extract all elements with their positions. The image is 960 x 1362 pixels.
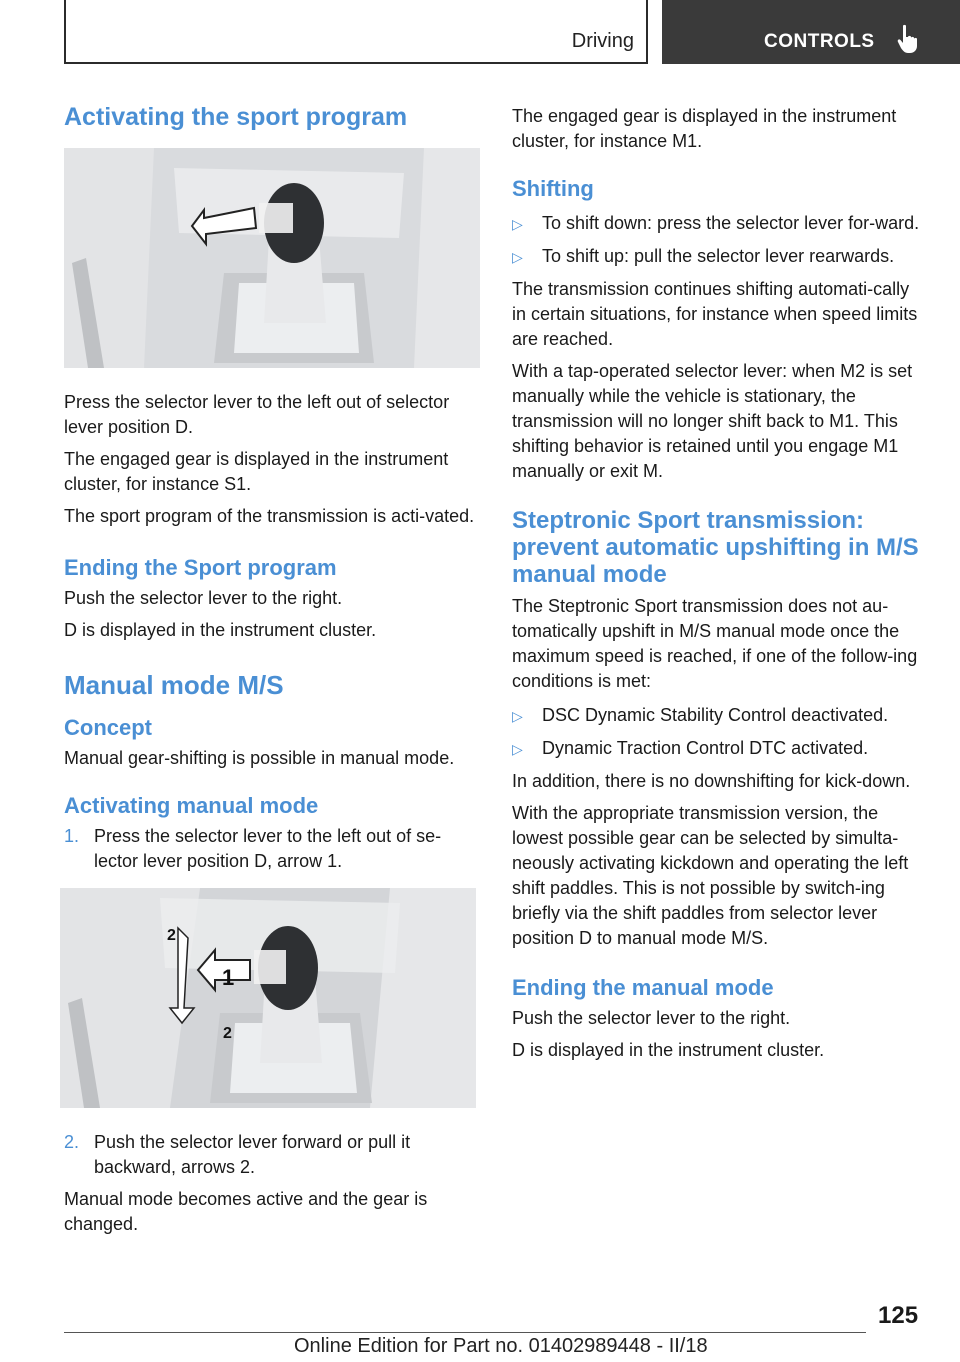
- para-sport-1: Press the selector lever to the left out of selector lever position D.: [64, 392, 450, 437]
- heading-manual-mode: Manual mode M/S: [64, 670, 284, 700]
- header-chapter-title: CONTROLS: [764, 31, 875, 52]
- heading-activating-sport: Activating the sport program: [64, 103, 408, 131]
- triangle-bullet-icon: ▷: [512, 216, 523, 232]
- para-kickdown: In addition, there is no downshifting for kick-down.: [512, 771, 911, 791]
- para-endm-2: D is displayed in the instrument cluster.: [512, 1040, 825, 1060]
- figure-label-2b: 2: [223, 1025, 232, 1042]
- heading-concept: Concept: [64, 715, 152, 740]
- header-section-title: Driving: [571, 30, 634, 52]
- list-item-text: To shift up: pull the selector lever rearwards.: [542, 246, 895, 266]
- triangle-bullet-icon: ▷: [512, 249, 523, 265]
- para-tap: With a tap-operated selector lever: when M2 is set manually while the vehicle is stationary, the transmission will no longer shift back to M1. This shifting behavior is retained until you engage M1 manually or exit M.: [512, 361, 913, 481]
- list-item: [512, 736, 926, 762]
- header-chapter-box: [662, 0, 960, 64]
- right-column: [512, 104, 926, 1070]
- para-end-2: D is displayed in the instrument cluster.: [64, 620, 377, 640]
- list-item-text: To shift down: press the selector lever for-ward.: [542, 213, 920, 233]
- footer-edition: Online Edition for Part no. 01402989448 - II/18: [294, 1335, 708, 1357]
- list-item: [512, 244, 926, 270]
- heading-ending-sport: Ending the Sport program: [64, 555, 337, 580]
- heading-shifting: Shifting: [512, 176, 594, 201]
- para-sport-2: The engaged gear is displayed in the instrument cluster, for instance S1.: [64, 449, 449, 494]
- list-item: [64, 1130, 478, 1180]
- triangle-bullet-icon: ▷: [512, 708, 523, 724]
- footer-divider: [64, 1332, 866, 1333]
- para-steptronic: The Steptronic Sport transmission does not au-tomatically upshift in M/S manual mode once the maximum speed is reached, if one of the follow-ing conditions is met:: [512, 596, 918, 691]
- para-gear-m1: The engaged gear is displayed in the instrument cluster, for instance M1.: [512, 106, 897, 151]
- para-manual-active: Manual mode becomes active and the gear is changed.: [64, 1189, 428, 1234]
- step-number: 2.: [64, 1132, 80, 1152]
- left-column: [64, 100, 478, 1244]
- page-number: 125: [878, 1302, 919, 1329]
- hand-pointer-icon: [896, 24, 922, 54]
- list-item-text: Dynamic Traction Control DTC activated.: [542, 738, 869, 758]
- para-continues: The transmission continues shifting automati-cally in certain situations, for instance when speed limits are reached.: [512, 279, 918, 349]
- heading-activating-manual: Activating manual mode: [64, 793, 319, 818]
- step-text: Push the selector lever forward or pull it backward, arrows 2.: [94, 1132, 411, 1177]
- para-end-1: Push the selector lever to the right.: [64, 588, 343, 608]
- para-endm-1: Push the selector lever to the right.: [512, 1008, 791, 1028]
- heading-ending-manual: Ending the manual mode: [512, 975, 774, 1000]
- figure-label-2a: 2: [167, 927, 176, 944]
- heading-steptronic: Steptronic Sport transmission: prevent automatic upshifting in M/S manual mode: [512, 507, 919, 588]
- triangle-bullet-icon: ▷: [512, 741, 523, 757]
- step-number: 1.: [64, 826, 80, 846]
- para-sport-3: The sport program of the transmission is acti-vated.: [64, 506, 475, 526]
- figure-selector-lever-manual: [60, 888, 476, 1108]
- figure-label-1: 1: [222, 965, 235, 990]
- list-item-text: DSC Dynamic Stability Control deactivated.: [542, 705, 889, 725]
- para-concept: Manual gear-shifting is possible in manual mode.: [64, 748, 455, 768]
- list-item: [512, 703, 926, 729]
- list-item: [64, 824, 478, 874]
- list-item: [512, 211, 926, 237]
- step-text: Press the selector lever to the left out of se-lector lever position D, arrow 1.: [94, 826, 442, 871]
- header-section-box: [64, 0, 648, 64]
- figure-selector-lever-left: [64, 148, 480, 368]
- para-appropriate: With the appropriate transmission version, the lowest possible gear can be selected by simulta-neously activating kickdown and operating the left shift paddles. This is not possible by switch-ing briefly via the shift paddles from selector lever position D to manual mode M/S.: [512, 803, 909, 948]
